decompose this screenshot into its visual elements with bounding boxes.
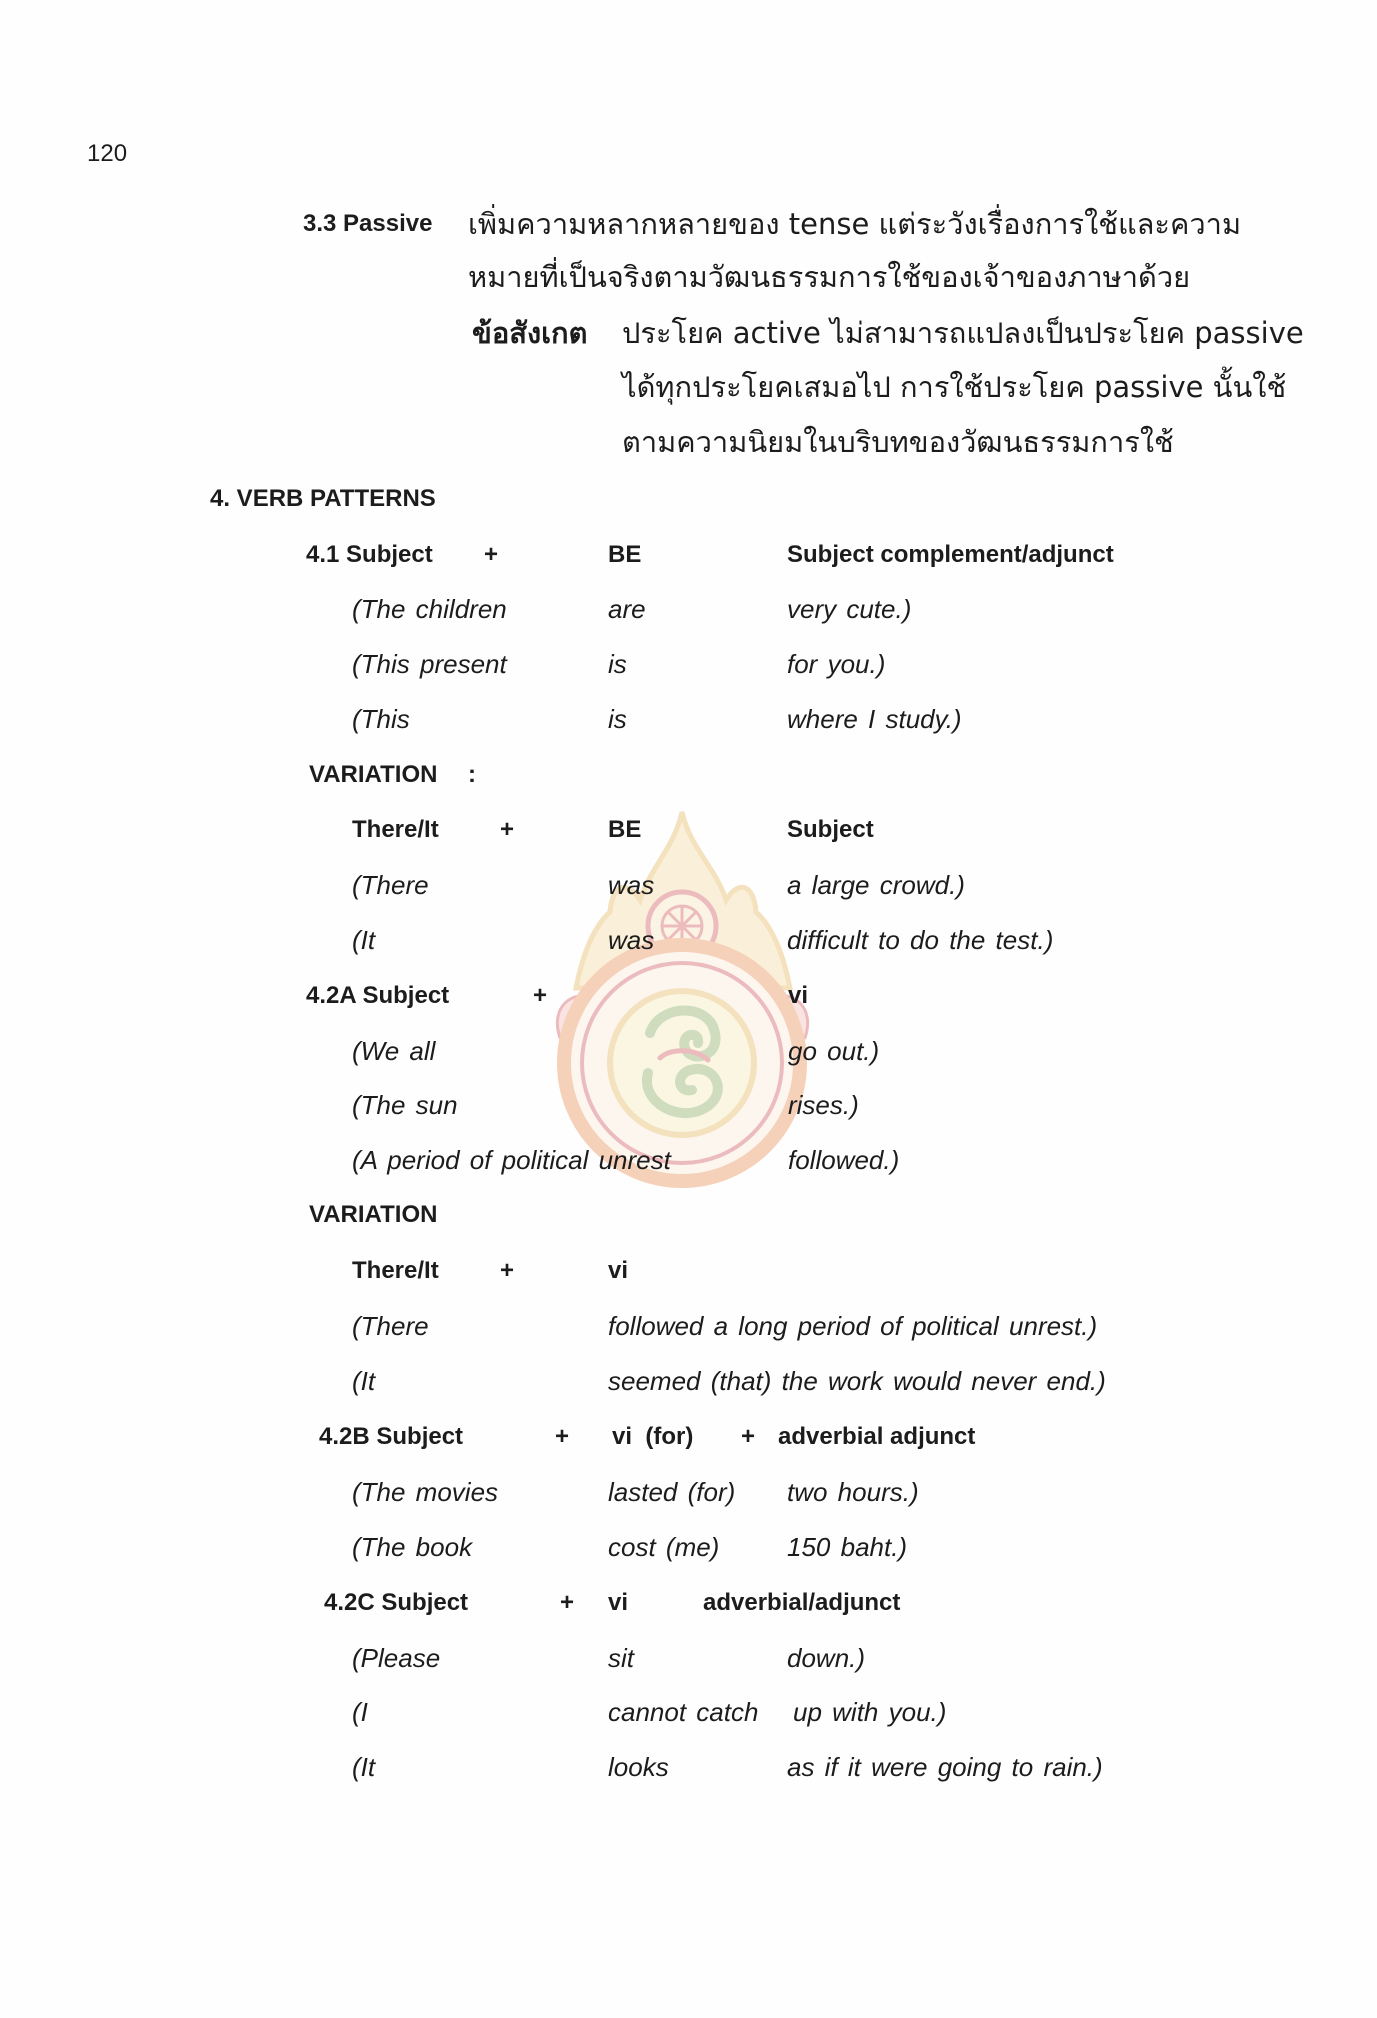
- variation-1-colon: :: [468, 761, 476, 788]
- example-verb: cost (me): [608, 1532, 720, 1562]
- example-predicate: followed a long period of political unrest.): [608, 1311, 1098, 1341]
- example-subject: (There: [352, 870, 429, 900]
- pattern-4-2b-plus-2: +: [741, 1423, 756, 1450]
- example-subject: (This present: [352, 649, 507, 679]
- pattern-4-2c-plus: +: [560, 1589, 575, 1616]
- example-verb: sit: [608, 1643, 634, 1673]
- example-complement: up with you.): [793, 1697, 947, 1727]
- variation-1-plus: +: [500, 816, 515, 843]
- example-verb: rises.): [788, 1090, 859, 1120]
- note-label: ข้อสังเกต: [472, 316, 588, 350]
- note-line-2: ได้ทุกประโยคเสมอไป การใช้ประโยค passive นั้นใช้: [622, 370, 1287, 404]
- example-subject: (It: [352, 1752, 376, 1782]
- page-number: 120: [87, 140, 128, 167]
- example-subject: (A period of political unrest: [352, 1145, 671, 1175]
- example-verb: go out.): [788, 1036, 880, 1066]
- variation-2-plus: +: [500, 1257, 515, 1284]
- pattern-4-1-plus: +: [484, 541, 499, 568]
- example-subject: (We all: [352, 1036, 436, 1066]
- example-verb: is: [608, 649, 627, 679]
- pattern-4-2a-verb: vi: [788, 982, 809, 1009]
- example-complement: where I study.): [787, 704, 962, 734]
- example-verb: are: [608, 594, 646, 624]
- example-complement: 150 baht.): [787, 1532, 908, 1562]
- variation-1-complement: Subject: [787, 816, 874, 843]
- example-verb: cannot catch: [608, 1697, 759, 1727]
- example-verb: lasted (for): [608, 1477, 736, 1507]
- example-complement: down.): [787, 1643, 866, 1673]
- pattern-4-2b-complement: adverbial adjunct: [778, 1423, 976, 1450]
- variation-2-verb: vi: [608, 1257, 629, 1284]
- example-complement: very cute.): [787, 594, 912, 624]
- pattern-4-1-complement: Subject complement/adjunct: [787, 541, 1114, 568]
- example-complement: difficult to do the test.): [787, 925, 1054, 955]
- pattern-4-2c-complement: adverbial/adjunct: [703, 1589, 901, 1616]
- passive-heading: 3.3 Passive: [303, 210, 433, 237]
- example-subject: (It: [352, 1366, 376, 1396]
- pattern-4-2a-plus: +: [533, 982, 548, 1009]
- variation-2-label: VARIATION: [309, 1201, 438, 1228]
- example-subject: (I: [352, 1697, 368, 1727]
- ministry-seal-watermark-icon: [540, 808, 825, 1188]
- example-subject: (Please: [352, 1643, 441, 1673]
- example-verb: followed.): [788, 1145, 900, 1175]
- pattern-4-2b-verb: vi (for): [612, 1423, 694, 1450]
- note-line-3: ตามความนิยมในบริบทของวัฒนธรรมการใช้: [622, 425, 1174, 459]
- passive-text-line-1: เพิ่มความหลากหลายของ tense แต่ระวังเรื่องการใช้และความ: [468, 207, 1242, 241]
- pattern-4-2b-label: 4.2B Subject: [319, 1423, 464, 1450]
- variation-2-subject: There/It: [352, 1257, 439, 1284]
- example-subject: (This: [352, 704, 410, 734]
- example-complement: for you.): [787, 649, 886, 679]
- example-subject: (The movies: [352, 1477, 499, 1507]
- example-complement: as if it were going to rain.): [787, 1752, 1103, 1782]
- pattern-4-2c-verb: vi: [608, 1589, 629, 1616]
- example-verb: was: [608, 870, 655, 900]
- example-verb: is: [608, 704, 627, 734]
- verb-patterns-heading: 4. VERB PATTERNS: [210, 485, 436, 512]
- example-subject: (The children: [352, 594, 507, 624]
- example-complement: two hours.): [787, 1477, 919, 1507]
- pattern-4-2a-label: 4.2A Subject: [306, 982, 450, 1009]
- variation-1-subject: There/It: [352, 816, 439, 843]
- pattern-4-2c-label: 4.2C Subject: [324, 1589, 469, 1616]
- example-subject: (There: [352, 1311, 429, 1341]
- pattern-4-1-verb: BE: [608, 541, 642, 568]
- pattern-4-2b-plus: +: [555, 1423, 570, 1450]
- example-predicate: seemed (that) the work would never end.): [608, 1366, 1106, 1396]
- note-line-1: ประโยค active ไม่สามารถแปลงเป็นประโยค passive: [622, 316, 1304, 350]
- example-subject: (It: [352, 925, 376, 955]
- example-verb: was: [608, 925, 655, 955]
- example-subject: (The sun: [352, 1090, 458, 1120]
- passive-text-line-2: หมายที่เป็นจริงตามวัฒนธรรมการใช้ของเจ้าของภาษาด้วย: [468, 260, 1191, 294]
- example-subject: (The book: [352, 1532, 473, 1562]
- variation-1-label: VARIATION: [309, 761, 438, 788]
- example-complement: a large crowd.): [787, 870, 965, 900]
- variation-1-verb: BE: [608, 816, 642, 843]
- pattern-4-1-label: 4.1 Subject: [306, 541, 433, 568]
- example-verb: looks: [608, 1752, 669, 1782]
